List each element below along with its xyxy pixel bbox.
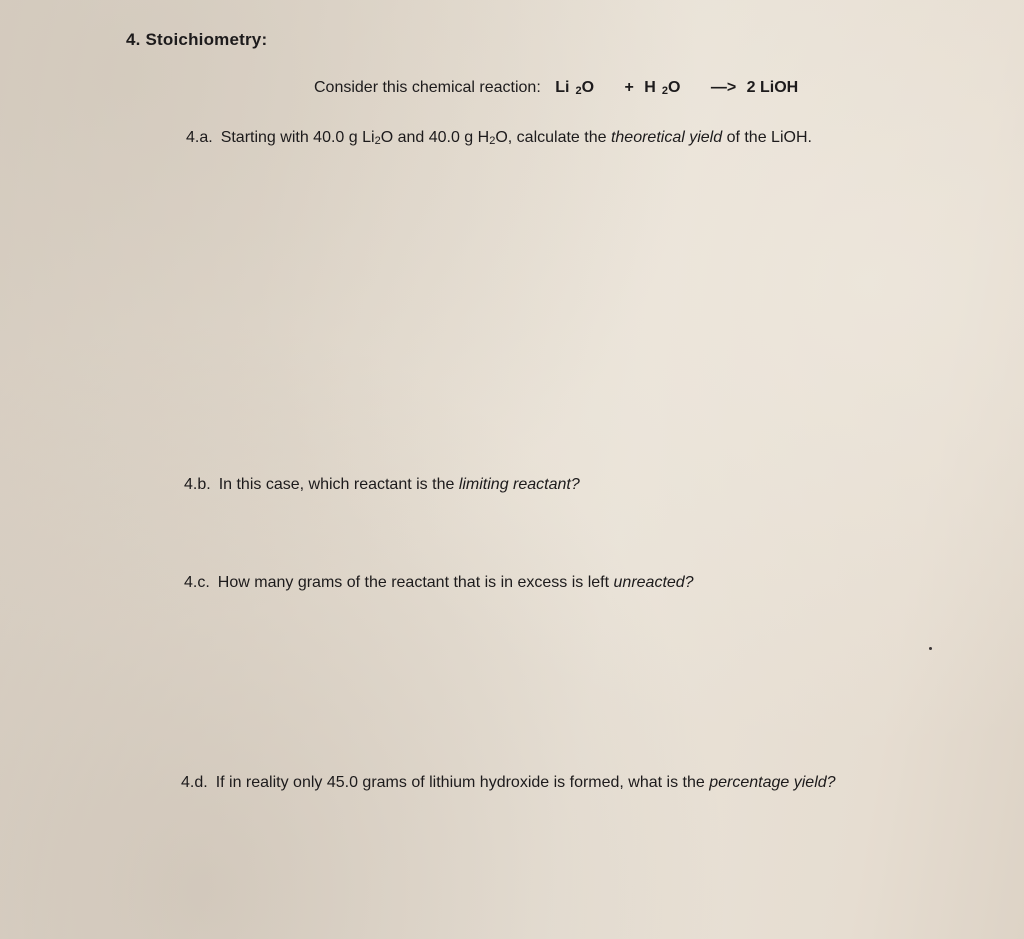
reactant-li2o-base: Li	[555, 79, 570, 96]
question-text: O, calculate the	[495, 129, 611, 146]
reactant-h2o-base: H	[644, 79, 656, 96]
reactant-li2o	[555, 79, 600, 96]
chemical-equation	[555, 79, 804, 96]
emphasis-text: theoretical yield	[610, 129, 723, 146]
subscript: 2	[489, 135, 496, 147]
product-lioh: 2 LiOH	[746, 79, 799, 96]
question-number: 4.a.	[186, 129, 213, 146]
reactant-li2o-subscript: 2	[575, 85, 582, 97]
plus-sign: +	[624, 79, 634, 96]
question-4a	[186, 129, 812, 147]
question-text: In this case, which reactant is the	[218, 476, 459, 493]
question-text: If in reality only 45.0 grams of lithium hydroxide is formed, what is the	[215, 774, 710, 791]
subscript: 2	[374, 135, 381, 147]
emphasis-text: limiting reactant?	[458, 476, 580, 493]
question-text: How many grams of the reactant that is in excess is left	[217, 574, 614, 591]
section-heading: 4. Stoichiometry:	[126, 30, 268, 49]
question-number: 4.b.	[184, 476, 211, 493]
emphasis-text: percentage yield?	[709, 774, 836, 791]
reactant-h2o	[644, 79, 686, 96]
reactant-h2o-subscript: 2	[661, 85, 668, 97]
question-text: O and 40.0 g H	[380, 129, 490, 146]
reactant-li2o-tail: O	[581, 79, 595, 96]
ink-speck	[929, 647, 932, 650]
question-4c	[184, 574, 694, 592]
reaction-statement	[314, 79, 804, 97]
reaction-intro: Consider this chemical reaction:	[314, 79, 541, 96]
question-4d	[181, 774, 836, 792]
question-text: of the LiOH.	[722, 129, 812, 146]
question-text: Starting with 40.0 g Li	[220, 129, 375, 146]
question-number: 4.d.	[181, 774, 208, 791]
reaction-arrow: —>	[710, 79, 737, 96]
reactant-h2o-tail: O	[667, 79, 681, 96]
question-number: 4.c.	[184, 574, 210, 591]
question-4b	[184, 476, 580, 494]
emphasis-text: unreacted?	[613, 574, 694, 591]
